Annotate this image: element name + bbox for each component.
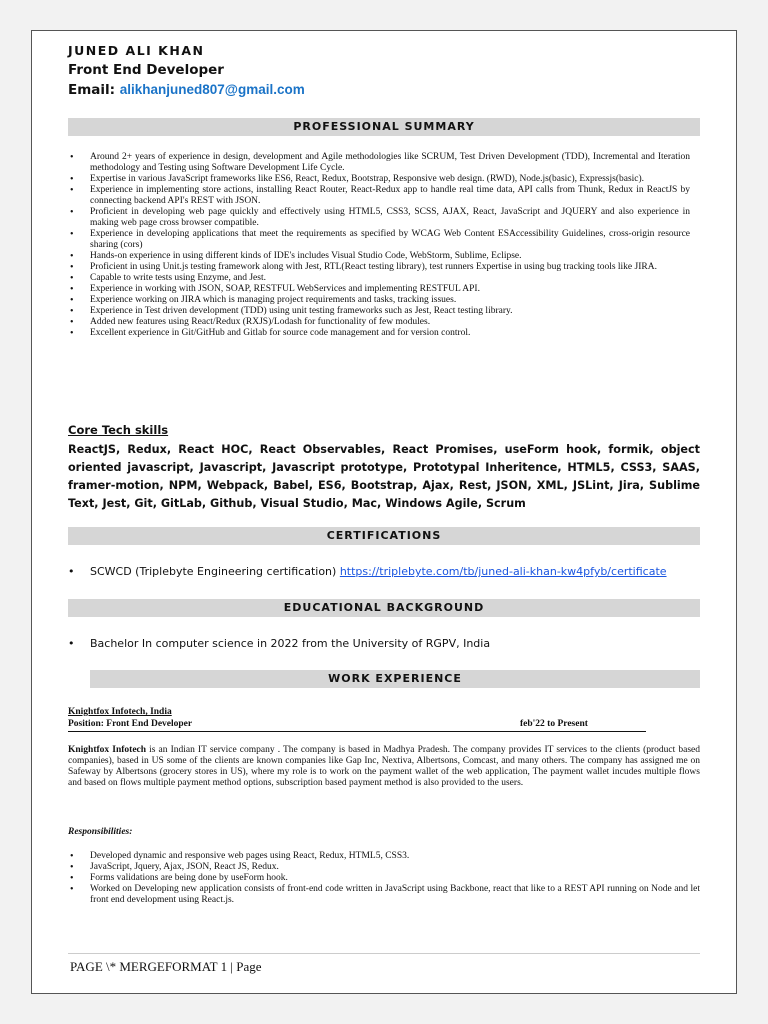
section-heading-work: WORK EXPERIENCE — [90, 670, 700, 688]
list-item: • Proficient in using Unit.js testing framework along with Jest, RTL(React testing library), test runners Expertise in using bug tracking tools like JIRA. — [68, 262, 690, 273]
job-description-text: is an Indian IT service company . The company is based in Madhya Pradesh. The company provides IT services to the clients (product based companies), based in US some of the clients are known companies like Gap Inc, Nextiva, Albertsons, Comcast, and many others. The company has assigned me on Safeway by Albertsons (grocery stores in US), where my role is to work on the payment wallet of the web application, The payment wallet incudes multiple flows and based on flows multiple payment method options, subscription based payment method is also provided to the users. — [68, 745, 700, 788]
bullet: • — [68, 637, 75, 650]
email-label: Email: — [68, 82, 116, 98]
certification-item — [68, 565, 667, 578]
list-item: • Around 2+ years of experience in design, development and Agile methodologies like SCRUM, Test Driven Development (TDD), Incremental and Iteration methodology and Testing using Software Development Life Cycle. — [68, 152, 690, 174]
list-item: • Forms validations are being done by useForm hook. — [68, 873, 700, 884]
summary-list — [68, 152, 690, 339]
page-footer: PAGE \* MERGEFORMAT 1 | Page — [70, 959, 262, 974]
list-item: • Experience in working with JSON, SOAP, RESTFUL WebServices and implementing RESTFUL API. — [68, 284, 690, 295]
list-item: • Proficient in developing web page quickly and effectively using HTML5, CSS3, SCSS, AJAX, React, JavaScript and JQUERY and also experience in making web page cross browser compatible. — [68, 207, 690, 229]
core-skills-text: ReactJS, Redux, React HOC, React Observables, React Promises, useForm hook, formik, object oriented javascript, Javascript, Javascript prototype, Prototypal Inheritence, HTML5, CSS3, SAAS, framer-motion, NPM, Webpack, Babel, ES6, Bootstrap, Ajax, Rest, JSON, XML, JSLint, Jira, Sublime Text, Jest, Git, GitLab, Github, Visual Studio, Mac, Windows Agile, Scrum — [68, 443, 700, 510]
list-item: • Worked on Developing new application consists of front-end code written in JavaScript using Backbone, react that like to a REST API running on Node and let front end development using React.js. — [68, 884, 700, 906]
job-dates: feb'22 to Present — [520, 719, 588, 729]
section-heading-certifications: CERTIFICATIONS — [68, 527, 700, 545]
responsibilities-heading: Responsibilities: — [68, 827, 133, 837]
section-heading-education: EDUCATIONAL BACKGROUND — [68, 599, 700, 617]
bullet: • — [68, 565, 75, 578]
list-item: • Hands-on experience in using different kinds of IDE's includes Visual Studio Code, WebStorm, Sublime, Eclipse. — [68, 251, 690, 262]
list-item: • Expertise in various JavaScript frameworks like ES6, React, Redux, Bootstrap, Responsive web design. (RWD), Node.js(basic), Expressjs(basic). — [68, 174, 690, 185]
job-description — [68, 745, 700, 789]
list-item: • Capable to write tests using Enzyme, and Jest. — [68, 273, 690, 284]
list-item: • Experience in Test driven development (TDD) using unit testing frameworks such as Jest, React testing library. — [68, 306, 690, 317]
job-position: Position: Front End Developer — [68, 719, 193, 729]
list-item: • Experience in implementing store actions, installing React Router, React-Redux app to handle real time data, API calls from Thunk, Redux in ReactJS by connecting backend API's REST with JSON. — [68, 185, 690, 207]
job-company: Knightfox Infotech, India — [68, 707, 172, 717]
list-item: • Developed dynamic and responsive web pages using React, Redux, HTML5, CSS3. — [68, 851, 700, 862]
section-heading-summary: PROFESSIONAL SUMMARY — [68, 118, 700, 136]
resume-page — [31, 30, 737, 994]
candidate-title: Front End Developer — [68, 62, 224, 78]
education-item — [68, 637, 490, 650]
list-item: • Experience in developing applications that meet the requirements as specified by WCAG Web Content ESAccessibility Guidelines, cross-origin resource sharing (cors) — [68, 229, 690, 251]
email-link[interactable]: alikhanjuned807@gmail.com — [119, 82, 305, 97]
education-text: Bachelor In computer science in 2022 from the University of RGPV, India — [90, 637, 491, 650]
job-description-company: Knightfox Infotech — [68, 745, 147, 755]
responsibilities-list — [68, 851, 700, 906]
footer-divider — [68, 953, 700, 954]
list-item: • Added new features using React/Redux (RXJS)/Lodash for functionality of few modules. — [68, 317, 690, 328]
list-item: • Experience working on JIRA which is managing project requirements and tasks, tracking issues. — [68, 295, 690, 306]
list-item: • JavaScript, Jquery, Ajax, JSON, React JS, Redux. — [68, 862, 700, 873]
candidate-name: JUNED ALI KHAN — [68, 43, 205, 58]
list-item: • Excellent experience in Git/GitHub and Gitlab for source code management and for version control. — [68, 328, 690, 339]
email-line — [68, 82, 305, 98]
core-skills-heading: Core Tech skills — [68, 423, 169, 437]
job-position-row — [68, 719, 646, 732]
certification-text: SCWCD (Triplebyte Engineering certification) — [90, 565, 337, 578]
certification-link[interactable]: https://triplebyte.com/tb/juned-ali-khan-kw4pfyb/certificate — [339, 565, 667, 578]
